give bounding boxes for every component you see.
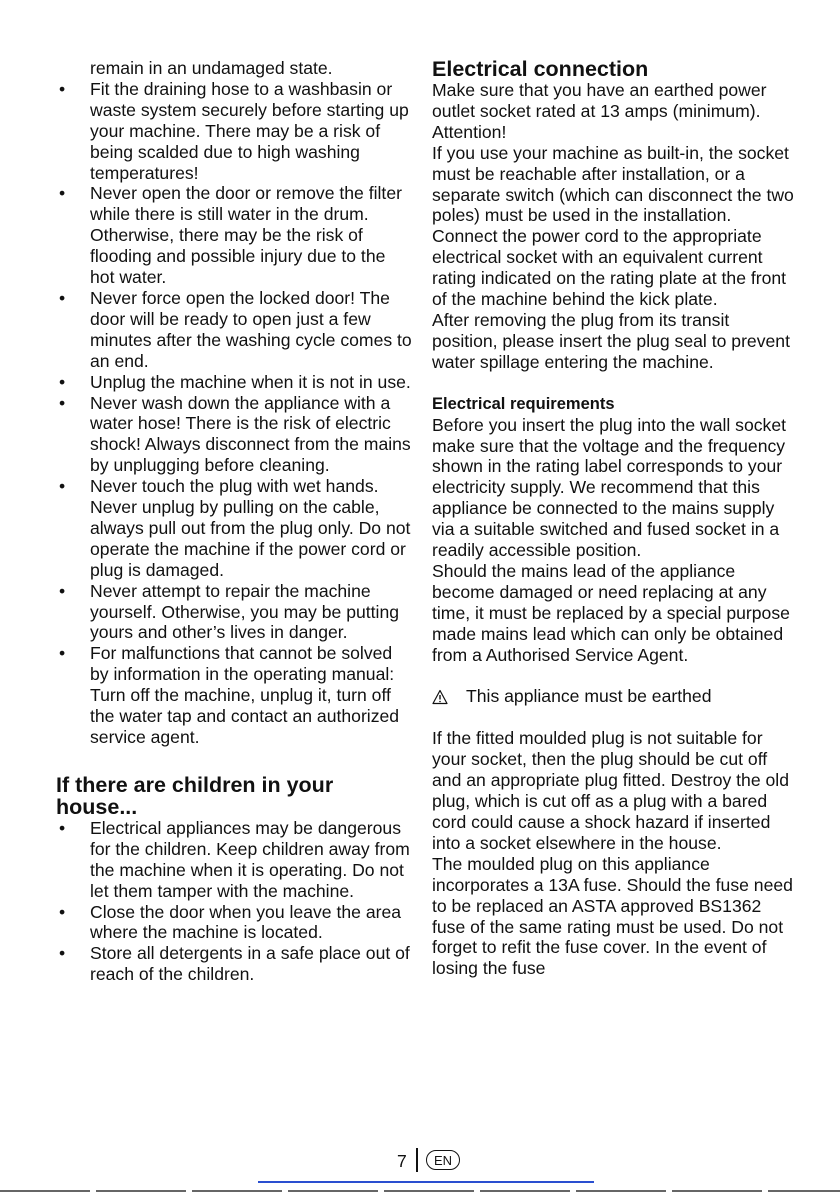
continued-text: remain in an undamaged state. [90, 58, 333, 78]
children-bullet-list [56, 818, 412, 985]
electrical-connection-heading: Electrical connection [432, 57, 649, 81]
list-item: • Unplug the machine when it is not in use. [56, 372, 412, 393]
language-badge: EN [426, 1150, 460, 1170]
list-item: • Never touch the plug with wet hands. Never unplug by pulling on the cable, always pull out from the plug only. Do not operate the machine if the power cord or plug is damaged. [56, 476, 412, 581]
earth-warning [432, 686, 797, 707]
bullet-continuation: Turn off the machine, unplug it, turn off the water tap and contact an authorized service agent. [90, 685, 400, 747]
page-number: 7 [397, 1151, 407, 1171]
list-item: • Store all detergents in a safe place out of reach of the children. [56, 943, 412, 985]
children-heading: If there are children in your house... [56, 772, 334, 819]
electrical-requirements-heading: Electrical requirements [432, 394, 615, 413]
list-item: • For malfunctions that cannot be solved by information in the operating manual: [56, 643, 412, 685]
paragraph: If you use your machine as built-in, the socket must be reachable after installation, or a separate switch (which can disconnect the two poles) must be used in the installation. [432, 142, 794, 226]
footer-divider [416, 1148, 418, 1172]
list-item: • Never wash down the appliance with a water hose! There is the risk of electric shock! Always disconnect from the mains by unplugging before cleaning. [56, 393, 412, 477]
page-footer [0, 1148, 840, 1176]
paragraph: Should the mains lead of the appliance become damaged or need replacing at any time, it must be replaced by a special purpose made mains lead which can only be obtained from a Authorised Service Agent. [432, 560, 790, 665]
list-item: • Never force open the locked door! The door will be ready to open just a few minutes after the washing cycle comes to an end. [56, 288, 412, 372]
list-item: • Fit the draining hose to a washbasin or waste system securely before starting up your machine. There may be a risk of being scalded due to high washing temperatures! [56, 79, 412, 184]
paragraph: The moulded plug on this appliance incorporates a 13A fuse. Should the fuse need to be replaced an ASTA approved BS1362 fuse of the same rating must be used. Do not forget to refit the fuse cover. In the event of losing the fuse [432, 853, 793, 979]
paragraph: Before you insert the plug into the wall socket make sure that the voltage and the frequency shown in the rating label corresponds to your electricity supply. We recommend that this appliance be connected to the mains supply via a suitable switched and fused socket in a readily accessible position. [432, 414, 787, 561]
paragraph: After removing the plug from its transit position, please insert the plug seal to prevent water spillage entering the machine. [432, 309, 790, 372]
right-column [432, 58, 797, 979]
safety-bullet-list [56, 79, 412, 685]
list-item: • Never attempt to repair the machine yourself. Otherwise, you may be putting yours and other’s lives in danger. [56, 581, 412, 644]
list-item: • Never open the door or remove the filter while there is still water in the drum. Otherwise, there may be the risk of flooding and possible injury due to the hot water. [56, 183, 412, 288]
paragraph: If the fitted moulded plug is not suitable for your socket, then the plug should be cut off and an appropriate plug fitted. Destroy the old plug, which is cut off as a plug with a bared cord could cause a shock hazard if inserted into a socket elsewhere in the house. [432, 728, 789, 853]
list-item: • Close the door when you leave the area where the machine is located. [56, 902, 412, 944]
list-item: • Electrical appliances may be dangerous for the children. Keep children away from the machine when it is operating. Do not let them tamper with the machine. [56, 818, 412, 902]
paragraph: Make sure that you have an earthed power outlet socket rated at 13 amps (minimum). [432, 80, 767, 121]
left-column [56, 58, 412, 985]
paragraph: Connect the power cord to the appropriate electrical socket with an equivalent current rating indicated on the rating plate at the front of the machine behind the kick plate. [432, 226, 787, 310]
earth-warning-text: This appliance must be earthed [466, 686, 712, 707]
footer-rule [258, 1181, 594, 1183]
warning-triangle-icon [432, 689, 448, 705]
attention-label: Attention! [432, 121, 507, 142]
